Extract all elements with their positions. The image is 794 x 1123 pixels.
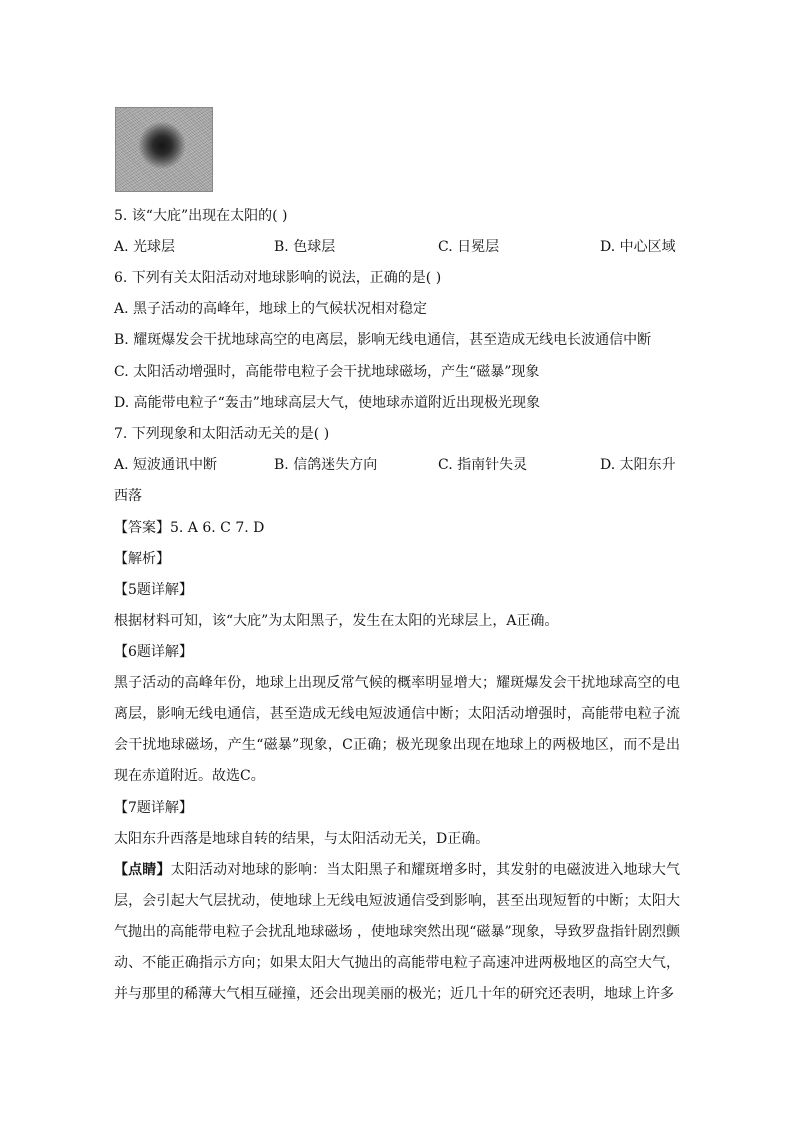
detail-5-heading: 【5题详解】 [114,582,193,598]
tip-text: 太阳活动对地球的影响：当太阳黑子和耀斑增多时，其发射的电磁波进入地球大气层，会引起大气层扰动，使地球上无线电短波通信受到影响，甚至出现短暂的中断；太阳大气抛出的高能带电粒子会扰乱地球磁场 ，使地球突然出现“磁暴”现象，导致罗盘指针剧烈颤动、不能正确指示方向；如果太阳大气抛出的高能带电粒子高速冲进两极地区的高空大气，并与那里的稀薄大气相互碰撞，还会出现美丽的极光；近几十年的研究还表明，地球上许多 [114,862,681,1002]
question-7-options [114,455,684,475]
q7-option-b: B. 信鸽迷失方向 [274,457,378,473]
q6-option-b: B. 耀斑爆发会干扰地球高空的电离层，影响无线电通信，甚至造成无线电长波通信中断 [114,332,652,348]
q7-option-d-wrap: 西落 [114,488,142,504]
detail-7-text: 太阳东升西落是地球自转的结果，与太阳活动无关，D正确。 [114,831,490,847]
analysis-heading: 【解析】 [114,551,170,567]
answer-line: 【答案】5. A 6. C 7. D [114,520,265,536]
detail-7-heading: 【7题详解】 [114,800,193,816]
q5-option-a: A. 光球层 [114,239,176,255]
sunspot-image [115,107,213,192]
question-5-stem: 5. 该“大庇”出现在太阳的( ) [114,208,288,224]
q7-option-a: A. 短波通讯中断 [114,457,218,473]
q5-option-d: D. 中心区域 [600,239,676,255]
detail-6-text: 黑子活动的高峰年份，地球上出现反常气候的概率明显增大；耀斑爆发会干扰地球高空的电离层，影响无线电通信，甚至造成无线电短波通信中断；太阳活动增强时，高能带电粒子流会干扰地球磁场，产生“磁暴”现象，C正确；极光现象出现在地球上的两极地区，而不是出现在赤道附近。故选C。 [114,675,680,784]
q7-option-d: D. 太阳东升 [600,457,676,473]
question-7-stem: 7. 下列现象和太阳活动无关的是( ) [114,426,330,442]
detail-5-text: 根据材料可知，该“大庇”为太阳黑子，发生在太阳的光球层上，A正确。 [114,613,559,629]
q6-option-d: D. 高能带电粒子“轰击”地球高层大气，使地球赤道附近出现极光现象 [114,395,540,411]
q6-option-c: C. 太阳活动增强时，高能带电粒子会干扰地球磁场，产生“磁暴”现象 [114,364,540,380]
tip-label: 【点睛】 [114,862,171,878]
detail-6-heading: 【6题详解】 [114,644,193,660]
q5-option-b: B. 色球层 [274,239,336,255]
q6-option-a: A. 黑子活动的高峰年，地球上的气候状况相对稳定 [114,301,428,317]
question-5-options [114,237,684,257]
question-6-stem: 6. 下列有关太阳活动对地球影响的说法，正确的是( ) [114,270,442,286]
q7-option-c: C. 指南针失灵 [438,457,528,473]
tip-paragraph [114,855,680,1010]
q5-option-c: C. 日冕层 [438,239,500,255]
